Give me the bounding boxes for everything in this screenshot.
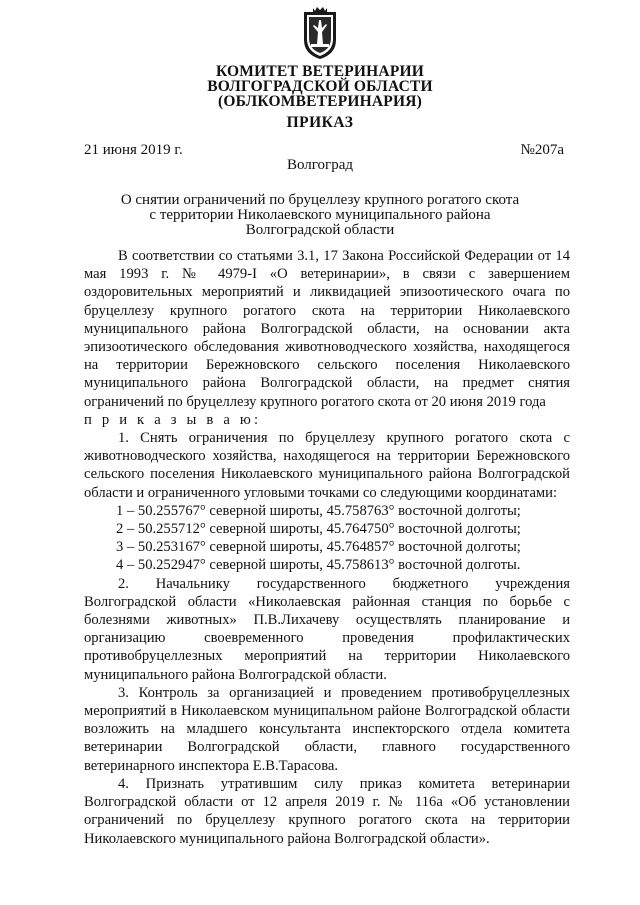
subject-line: Волгоградской области	[245, 222, 395, 238]
order-date: 21 июня 2019 г.	[84, 142, 183, 158]
order-item-1: 1. Снять ограничения по бруцеллезу крупного рогатого скота с животноводческого хозяйства, находящегося на территории Бережновского сельского поселения Николаевского муниципального района Волгоградской области и ограниченного угловыми точками со следующими координатами:	[84, 430, 570, 501]
order-number: №207а	[520, 142, 564, 158]
org-name-line: ВОЛГОГРАДСКОЙ ОБЛАСТИ	[207, 78, 433, 95]
subject-line: О снятии ограничений по бруцеллезу крупного рогатого скота	[120, 192, 520, 208]
org-abbreviation: (ОБЛКОМВЕТЕРИНАРИЯ)	[218, 93, 422, 110]
order-item-2: 2. Начальнику государственного бюджетного учреждения Волгоградской области «Николаевская районная станция по борьбе с болезнями животных» П.В.Лихачеву осуществлять планирование и организацию своевременного проведения профилактических противобруцеллезных мероприятий на территории Николаевского муниципального района Волгоградской области.	[84, 575, 570, 683]
coordinate-item: 3 – 50.253167° северной широты, 45.764857° восточной долготы;	[116, 539, 521, 556]
coordinate-item: 1 – 50.255767° северной широты, 45.758763° восточной долготы;	[116, 502, 521, 519]
coordinate-item: 4 – 50.252947° северной широты, 45.758613° восточной долготы.	[116, 557, 521, 574]
coordinates-list	[84, 502, 570, 575]
document-type: ПРИКАЗ	[286, 114, 354, 131]
order-item-3: 3. Контроль за организацией и проведением противобруцеллезных мероприятий в Николаевском муниципальном районе Волгоградской области возложить на младшего консультанта инспекторского отдела комитета ветеринарии Волгоградской области, главного государственного ветеринарного инспектора Е.В.Тарасова.	[84, 684, 570, 774]
order-subject	[0, 193, 640, 238]
subject-line: с территории Николаевского муниципального района	[149, 207, 491, 223]
coordinate-item: 2 – 50.255712° северной широты, 45.764750° восточной долготы;	[116, 521, 521, 538]
organization-name	[0, 64, 640, 109]
order-item-4: 4. Признать утратившим силу приказ комитета ветеринарии Волгоградской области от 12 апреля 2019 г. № 116а «Об установлении ограничений по бруцеллезу крупного рогатого скота на территории Николаевского муниципального района Волгоградской области».	[84, 775, 570, 847]
preamble-paragraph: В соответствии со статьями 3.1, 17 Закона Российской Федерации от 14 мая 1993 г. № 4979-I «О ветеринарии», в связи с завершением оздоровительных мероприятий и ликвидацией эпизоотического очага по бруцеллезу крупного рогатого скота на территории Николаевского муниципального района Волгоградской области, на основании акта эпизоотического обследования животноводческого хозяйства, находящегося на территории Бережновского сельского поселения Николаевского муниципального района Волгоградской области, на предмет снятия ограничений по бруцеллезу крупного рогатого скота от 20 июня 2019 года	[84, 248, 570, 410]
volgograd-coat-of-arms-icon	[302, 6, 338, 60]
org-name-line: КОМИТЕТ ВЕТЕРИНАРИИ	[216, 63, 424, 80]
issue-city: Волгоград	[286, 157, 353, 173]
order-word: п р и к а з ы в а ю:	[84, 411, 262, 428]
order-body	[84, 247, 570, 848]
